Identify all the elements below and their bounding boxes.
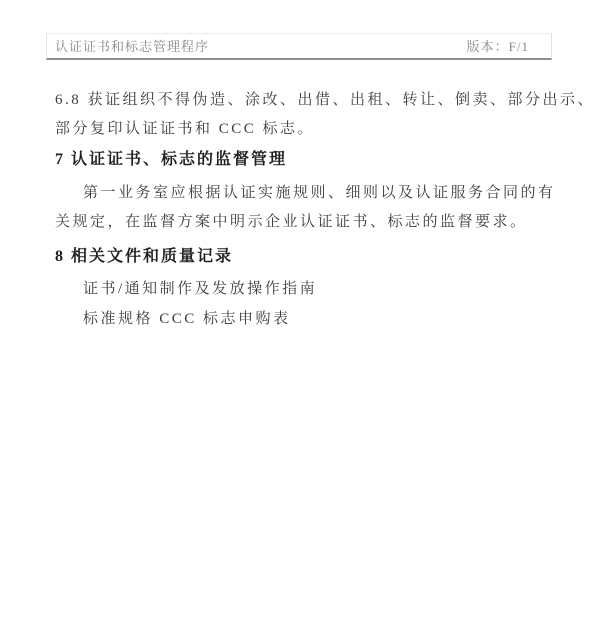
related-documents-list: [55, 274, 553, 334]
paragraph-6-8-line-1: 6.8 获证组织不得伪造、涂改、出借、出租、转让、倒卖、部分出示、: [55, 92, 596, 108]
section-heading-8: 8 相关文件和质量记录: [55, 248, 234, 265]
section-heading-7: 7 认证证书、标志的监督管理: [55, 151, 288, 168]
paragraph-7-line-2: 关规定，在监督方案中明示企业认证证书、标志的监督要求。: [55, 214, 528, 230]
paragraph-7-line-1: 第一业务室应根据认证实施规则、细则以及认证服务合同的有: [83, 185, 556, 201]
header-title: 认证证书和标志管理程序: [55, 38, 210, 54]
paragraph-6-8-line-2: 部分复印认证证书和 CCC 标志。: [55, 121, 316, 137]
paragraph-6-8: [55, 86, 596, 144]
document-body: [55, 86, 596, 334]
related-document-item: 标准规格 CCC 标志申购表: [83, 311, 291, 327]
header-version-label: 版本：F/1: [466, 38, 529, 54]
page-header: [46, 33, 552, 60]
paragraph-7: [55, 179, 556, 237]
related-document-item: 证书/通知制作及发放操作指南: [83, 281, 318, 297]
